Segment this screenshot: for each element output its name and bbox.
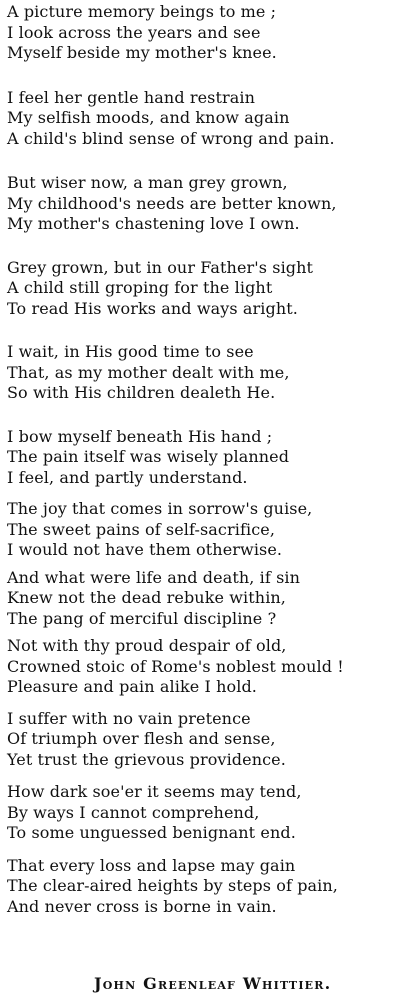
stanza-2 [7,88,400,150]
stanza-12 [7,856,400,918]
poem-line: My mother's chastening love I own. [7,214,300,233]
poem-line: And what were life and death, if sin [7,567,301,587]
poem-line: That, as my mother dealt with me, [7,362,290,382]
stanza-5 [7,342,400,404]
poem-line: A picture memory beings to me ; [7,2,277,21]
poem-line: Crowned stoic of Rome's noblest mould ! [7,656,344,676]
poem-line: Knew not the dead rebuke within, [7,588,286,607]
poem-line: The joy that comes in sorrow's guise, [7,499,313,518]
poem-line: So with His children dealeth He. [7,383,276,402]
stanza-3 [7,173,400,235]
poem-line: How dark soe'er it seems may tend, [7,782,302,801]
poem-line: To read His works and ways aright. [7,298,298,318]
poem-line: The pain itself was wisely planned [7,447,290,466]
poem-line: That every loss and lapse may gain [7,855,296,875]
stanza-1 [7,2,400,64]
poem-line: And never cross is borne in vain. [7,896,277,916]
poem-line: Of triumph over flesh and sense, [7,729,276,748]
stanza-7 [7,499,400,561]
poem-line: The clear-aired heights by steps of pain, [7,876,338,895]
poem-line: Pleasure and pain alike I hold. [7,677,257,696]
poem-line: But wiser now, a man grey grown, [7,173,288,192]
poem-line: I would not have them otherwise. [7,540,283,559]
poem-line: I feel, and partly understand. [7,467,248,487]
poem-line: Grey grown, but in our Father's sight [7,257,314,277]
stanza-6 [7,427,400,489]
poem-line: My childhood's needs are better known, [7,193,337,213]
author-signature: John Greenleaf Whittier. [94,974,332,993]
poem-line: The sweet pains of self-sacrifice, [7,519,276,539]
stanza-10 [7,709,400,771]
poem-line: I feel her gentle hand restrain [7,87,256,107]
poem-line: A child still groping for the light [7,278,273,297]
poem-line: I bow myself beneath His hand ; [7,426,273,446]
poem-line: I look across the years and see [7,22,261,42]
poem-line: A child's blind sense of wrong and pain. [7,128,335,148]
stanza-11 [7,782,400,844]
poem-line: I wait, in His good time to see [7,342,254,361]
poem-line: I suffer with no vain pretence [7,708,251,728]
stanza-8 [7,568,400,630]
stanza-9 [7,636,400,698]
poem-line: Yet trust the grievous providence. [7,749,286,769]
poem-line: Not with thy proud despair of old, [7,636,287,655]
poem-line: To some unguessed benignant end. [7,823,296,842]
stanza-4 [7,258,400,320]
poem-body [7,2,400,917]
poem-line: By ways I cannot comprehend, [7,802,260,822]
poem-line: Myself beside my mother's knee. [7,43,277,62]
poem-line: My selfish moods, and know again [7,108,290,127]
poem-line: The pang of merciful discipline ? [7,608,277,628]
